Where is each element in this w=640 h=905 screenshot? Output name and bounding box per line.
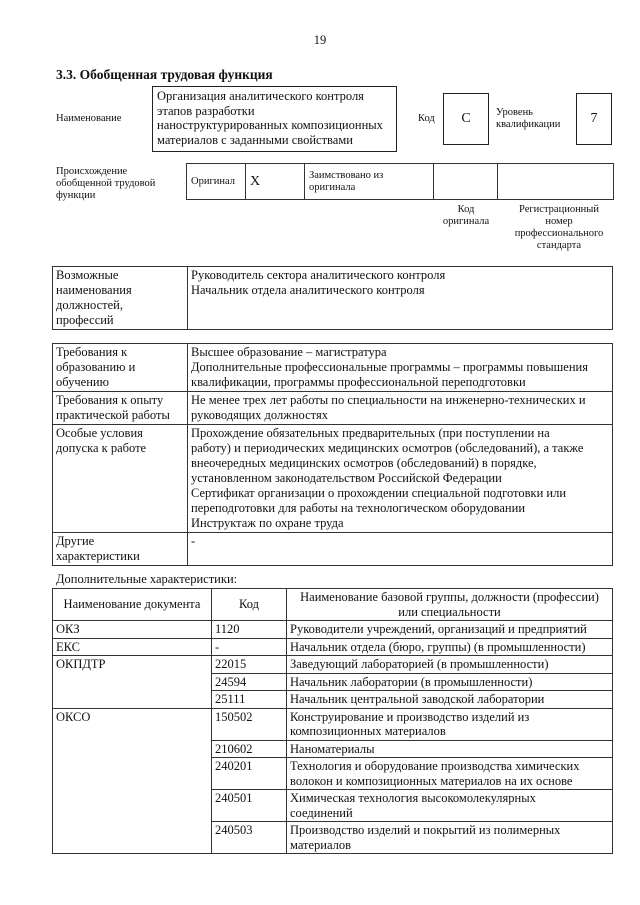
level-label	[496, 107, 560, 131]
name-line: материалов	[290, 837, 352, 852]
requirement-label	[53, 425, 188, 533]
requirement-value	[188, 392, 613, 425]
requirement-row	[53, 392, 613, 425]
name-cell	[287, 822, 613, 854]
name-cell: Начальник центральной заводской лаборатории	[287, 691, 613, 709]
name-line: волокон и композиционных материалов на их основе	[290, 773, 573, 788]
value-line: Сертификат организации о прохождении специальной подготовки или	[191, 486, 567, 500]
name-line: композиционных материалов	[290, 724, 446, 738]
code-cell: 1120	[212, 621, 287, 639]
level-value: 7	[576, 93, 612, 145]
origin-label	[56, 166, 155, 202]
function-name-line: наноструктурированных композиционных	[157, 118, 383, 132]
code-cell: 240201	[212, 758, 287, 790]
page-number: 19	[313, 33, 327, 47]
caption-line: профессионального	[514, 228, 604, 239]
borrowed-label-line: оригинала	[309, 181, 356, 193]
label-line: образованию и	[56, 360, 136, 374]
label-line: практической работы	[56, 408, 170, 422]
code-cell: 210602	[212, 740, 287, 758]
doc-cell: ОКСО	[53, 708, 212, 854]
name-cell: Начальник отдела (бюро, группы) (в промышленности)	[287, 638, 613, 656]
header-doc: Наименование документа	[53, 589, 212, 621]
label-line: характеристики	[56, 549, 140, 563]
origin-label-line: функции	[56, 190, 96, 201]
name-cell	[287, 790, 613, 822]
requirement-value	[188, 425, 613, 533]
code-cell: -	[212, 638, 287, 656]
name-cell: Заведующий лабораторией (в промышленности)	[287, 656, 613, 674]
borrowed-label	[305, 164, 434, 200]
value-line: установленном законодательством Российской Федерации	[191, 471, 502, 485]
table-row	[53, 708, 613, 740]
label-line: наименования	[56, 283, 132, 297]
requirement-value	[188, 344, 613, 392]
name-line: соединений	[290, 805, 353, 820]
value-line: Прохождение обязательных предварительных (при поступлении на	[191, 426, 550, 440]
label-line: Возможные	[56, 268, 119, 282]
caption-line: номер	[545, 216, 573, 227]
caption-line: оригинала	[442, 216, 490, 227]
value-line: Высшее образование – магистратура	[191, 345, 387, 359]
name-line: Технология и оборудование производства химических	[290, 759, 580, 773]
function-name-line: этапов разработки	[157, 103, 255, 118]
name-cell: Наноматериалы	[287, 740, 613, 758]
doc-cell: ОКЗ	[53, 621, 212, 639]
name-line: Конструирование и производство изделий из	[290, 709, 530, 724]
origin-label-line: обобщенной трудовой	[56, 178, 156, 189]
original-mark: X	[246, 164, 305, 200]
label-line: должностей,	[56, 298, 123, 312]
label-line: допуска к работе	[56, 441, 147, 455]
table-row	[53, 638, 613, 656]
label-line: Особые условия	[56, 426, 143, 440]
job-title: Начальник отдела аналитического контроля	[191, 283, 425, 297]
code-cell: 24594	[212, 673, 287, 691]
requirement-row	[53, 344, 613, 392]
table-row	[53, 656, 613, 674]
requirement-label	[53, 533, 188, 566]
function-name-line: Организация аналитического контроля	[157, 89, 364, 103]
doc-cell: ОКПДТР	[53, 656, 212, 709]
value-line: Дополнительные профессиональные программы – программы повышения	[191, 360, 588, 374]
additional-title: Дополнительные характеристики:	[56, 572, 238, 586]
header-code: Код	[212, 589, 287, 621]
requirement-value	[188, 533, 613, 566]
requirements-table	[52, 343, 613, 566]
label-line: профессий	[56, 313, 114, 327]
header-name	[287, 589, 613, 621]
code-cell: 240503	[212, 822, 287, 854]
requirement-label	[53, 344, 188, 392]
name-cell	[287, 758, 613, 790]
original-code-cell	[434, 164, 498, 200]
caption-line: стандарта	[536, 240, 582, 251]
doc-cell: ЕКС	[53, 638, 212, 656]
original-label: Оригинал	[187, 164, 246, 200]
header-line: или специальности	[398, 604, 501, 619]
original-code-caption	[432, 204, 500, 228]
requirement-label	[53, 392, 188, 425]
job-titles-table	[52, 266, 613, 330]
name-cell: Руководители учреждений, организаций и предприятий	[287, 621, 613, 639]
name-cell: Начальник лаборатории (в промышленности)	[287, 673, 613, 691]
borrowed-label-line: Заимствовано из	[309, 169, 384, 181]
additional-table	[52, 588, 613, 854]
label-line: Требования к	[56, 345, 128, 359]
header-line: Наименование базовой группы, должности (профессии)	[300, 590, 599, 604]
value-line: руководящих должностях	[191, 408, 328, 422]
function-name-line: материалов с заданными свойствами	[157, 132, 353, 147]
name-line: Химическая технология высокомолекулярных	[290, 791, 536, 805]
section-title: 3.3. Обобщенная трудовая функция	[56, 67, 273, 82]
origin-label-line: Происхождение	[56, 166, 128, 177]
caption-line: Регистрационный	[519, 204, 599, 215]
job-titles-values	[188, 267, 613, 330]
value-line: внеочередных медицинских осмотров (обследований) в порядке,	[191, 456, 537, 470]
name-line: Производство изделий и покрытий из полимерных	[290, 823, 561, 837]
value-line: квалификации, программы профессиональной переподготовки	[191, 375, 526, 389]
reg-number-cell	[498, 164, 614, 200]
name-label: Наименование	[56, 113, 122, 124]
code-label: Код	[418, 113, 435, 124]
code-cell: 240501	[212, 790, 287, 822]
value-line: -	[191, 534, 196, 548]
code-cell: 150502	[212, 708, 287, 740]
code-cell: 25111	[212, 691, 287, 709]
value-line: Не менее трех лет работы по специальности на инженерно-технических и	[191, 393, 586, 407]
origin-table	[186, 163, 614, 200]
value-line: Инструктаж по охране труда	[191, 516, 344, 530]
level-label-line: квалификации	[496, 119, 561, 130]
label-line: Другие	[56, 534, 95, 548]
job-title: Руководитель сектора аналитического контроля	[191, 268, 446, 282]
requirement-row	[53, 533, 613, 566]
name-cell	[287, 708, 613, 740]
function-name-box	[152, 86, 397, 152]
code-value: C	[443, 93, 489, 145]
label-line: Требования к опыту	[56, 393, 164, 407]
requirement-row	[53, 425, 613, 533]
level-label-line: Уровень	[496, 107, 533, 118]
code-cell: 22015	[212, 656, 287, 674]
reg-number-caption	[505, 204, 613, 252]
value-line: переподготовки для работы на технологическом оборудовании	[191, 501, 526, 515]
job-titles-label	[53, 267, 188, 330]
label-line: обучению	[56, 375, 109, 389]
caption-line: Код	[457, 204, 475, 215]
table-row	[53, 621, 613, 639]
value-line: работу) и периодических медицинских осмотров (обследований), а также	[191, 441, 584, 455]
